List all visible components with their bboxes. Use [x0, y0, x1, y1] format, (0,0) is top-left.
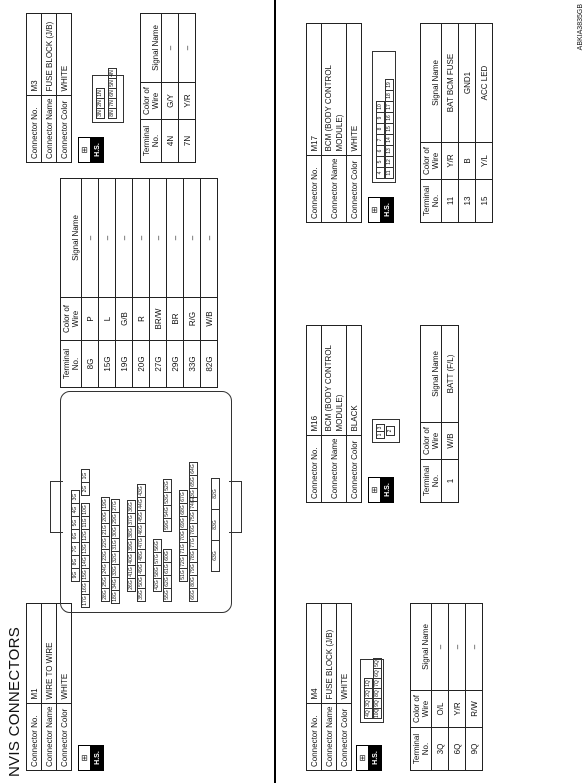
connector-pin: 71G — [179, 542, 188, 556]
table-row — [179, 14, 196, 163]
connector-pin: 18G — [111, 590, 120, 604]
connector-pin: 79G — [189, 562, 198, 576]
terminal-no: 4N — [162, 120, 179, 163]
connector-pin: 47G — [137, 536, 146, 550]
connector-pin: 10Q — [374, 708, 380, 718]
connector-pin: 8Q — [373, 688, 382, 699]
signal-name: GND1 — [459, 24, 476, 143]
table-row — [476, 24, 493, 223]
table-row — [82, 179, 99, 388]
table-row — [99, 179, 116, 388]
connector-pin: 6N — [108, 88, 117, 99]
connector-pin: 78G — [189, 549, 198, 563]
m1-latch-bottom — [229, 481, 242, 533]
connector-pin: 54G — [163, 505, 172, 519]
connector-pin: 13 — [385, 145, 394, 157]
connector-pin: 15 — [385, 123, 394, 135]
terminal-no: 7N — [179, 120, 196, 163]
connector-pin: 3Q — [364, 698, 373, 709]
connector-pin: 14G — [81, 555, 90, 569]
wire-color: R — [133, 298, 150, 341]
connector-pin: 44G — [137, 497, 146, 511]
connector-pin: 80G — [189, 575, 198, 589]
connector-pin: 75G — [189, 510, 198, 524]
connector-pin: 2Q — [364, 688, 373, 699]
connector-pin: 50G — [137, 575, 146, 589]
connector-pin: 15G — [81, 568, 90, 582]
connector-pin: 73G — [189, 488, 198, 502]
connector-pin: 58G — [153, 565, 162, 579]
hs-icon: ⊞ H.S. — [356, 745, 382, 771]
wire-color: G/Y — [162, 83, 179, 120]
m16-terminal-table: Terminal No. Color of Wire Signal Name 1 W/B BATT (F/L) — [420, 325, 459, 503]
connector-pin: 1 — [376, 431, 385, 439]
connector-pin: 48G — [137, 549, 146, 563]
connector-pin: 13G — [81, 542, 90, 556]
m1-terminal-table: Terminal No. Color of Wire Signal Name 8G P – 15G L – 19G G/B – 20G R – 27G BR/W – 29G BR – 33G R/G – 82G W/B – — [60, 178, 218, 388]
table-row — [449, 604, 466, 771]
section-divider — [274, 0, 276, 783]
signal-name: – — [201, 179, 218, 298]
connector-pin: 61G — [163, 562, 172, 576]
terminal-no: 27G — [150, 341, 167, 388]
connector-pin: 30G — [111, 525, 120, 539]
connector-pin: 26G — [127, 578, 136, 592]
connector-pin: 12 — [385, 156, 394, 168]
connector-pin: 1G — [81, 469, 90, 483]
connector-pin: 4 — [376, 167, 385, 179]
connector-pin: 9 — [376, 112, 385, 124]
connector-pin: 23G — [101, 549, 110, 563]
connector-pin: 52G — [163, 479, 172, 493]
connector-pin: 7G — [71, 542, 80, 556]
connector-pin: 64G — [189, 462, 198, 476]
connector-pin: 62G — [163, 575, 172, 589]
connector-pin: 42G — [153, 578, 162, 592]
connector-pin: 49G — [137, 562, 146, 576]
table-row — [150, 179, 167, 388]
connector-pin: 8G — [71, 555, 80, 569]
connector-pin: 4G — [71, 503, 80, 517]
connector-pin: 17G — [81, 594, 90, 608]
connector-pin: 37G — [127, 513, 136, 527]
connector-pin: 19G — [101, 497, 110, 511]
wire-color: Y/R — [442, 143, 459, 180]
signal-name: BATT (F/L) — [442, 326, 459, 423]
connector-pin: 5Q — [373, 658, 382, 669]
table-row — [442, 24, 459, 223]
connector-pin: 16 — [385, 112, 394, 124]
signal-name: ACC LED — [476, 24, 493, 143]
connector-pin: 83G — [211, 509, 220, 541]
connector-pin: 6 — [376, 145, 385, 157]
wire-color: L — [99, 298, 116, 341]
connector-pin: 1Q — [364, 678, 373, 689]
connector-pin: 66G — [189, 588, 198, 602]
table-row — [116, 179, 133, 388]
connector-pin: 76G — [189, 523, 198, 537]
m4-info-table: Connector No. M4 Connector Name FUSE BLOCK (J/B) Connector Color WHITE — [306, 603, 352, 771]
table-row — [133, 179, 150, 388]
connector-pin: 8 — [376, 123, 385, 135]
hs-icon: ⊞ H.S. — [368, 197, 394, 223]
terminal-no: 33G — [184, 341, 201, 388]
connector-pin: 2G — [81, 482, 90, 496]
connector-pin: 28G — [101, 588, 110, 602]
connector-pin: 46G — [137, 523, 146, 537]
m3-info-table: Connector No. M3 Connector Name FUSE BLOCK (J/B) Connector Color WHITE — [26, 13, 72, 163]
wire-color: Y/R — [179, 83, 196, 120]
m16-connector-diagram — [372, 419, 400, 443]
connector-pin: 33G — [111, 564, 120, 578]
signal-name: – — [99, 179, 116, 298]
connector-pin: 7N — [108, 98, 117, 109]
wire-color: BR — [167, 298, 184, 341]
connector-pin: 5 — [376, 156, 385, 168]
terminal-no: 20G — [133, 341, 150, 388]
connector-pin: 34G — [111, 577, 120, 591]
connector-pin: 63G — [211, 540, 220, 572]
signal-name: – — [116, 179, 133, 298]
connector-pin: 53G — [163, 492, 172, 506]
connector-pin: 9G — [71, 568, 80, 582]
connector-pin: 2 — [386, 426, 395, 436]
table-row — [432, 604, 449, 771]
connector-pin: 8N — [108, 108, 117, 119]
connector-pin: 69G — [179, 516, 188, 530]
connector-pin: 51G — [179, 568, 188, 582]
signal-name: – — [133, 179, 150, 298]
connector-pin: 5N — [108, 78, 117, 89]
m3-terminal-table: Terminal No. Color of Wire Signal Name 4N G/Y – 7N Y/R – — [140, 13, 196, 163]
terminal-no: 15 — [476, 180, 493, 223]
connector-pin: 20G — [101, 510, 110, 524]
connector-pin: 10G — [81, 503, 90, 517]
table-row — [167, 179, 184, 388]
connector-pin: 67G — [179, 490, 188, 504]
connector-pin: 3G — [71, 490, 80, 504]
signal-name: – — [179, 14, 196, 83]
terminal-no: 1 — [442, 460, 459, 503]
hs-icon: ⊞ H.S. — [368, 477, 394, 503]
connector-pin: 82G — [211, 478, 220, 510]
connector-pin: 6Q — [373, 668, 382, 679]
signal-name: – — [82, 179, 99, 298]
connector-pin: 59G — [163, 518, 172, 532]
m17-connector-diagram — [372, 51, 396, 183]
wire-color: P — [82, 298, 99, 341]
connector-pin: 5G — [71, 516, 80, 530]
signal-name: – — [150, 179, 167, 298]
wire-color: Y/R — [449, 691, 466, 728]
connector-pin: 68G — [179, 503, 188, 517]
m17-terminal-table: Terminal No. Color of Wire Signal Name 11 Y/R BAT BCM FUSE 13 B GND1 15 Y/L ACC LED — [420, 23, 493, 223]
connector-pin: 41G — [127, 565, 136, 579]
terminal-no: 3Q — [432, 728, 449, 771]
hs-icon: ⊞ H.S. — [78, 137, 104, 163]
connector-pin: 40G — [127, 552, 136, 566]
wire-color: Y/L — [476, 143, 493, 180]
connector-pin: 7 — [376, 134, 385, 146]
wire-color: O/L — [432, 691, 449, 728]
connector-pin: 36G — [127, 500, 136, 514]
terminal-no: 8G — [82, 341, 99, 388]
connector-pin: 1N — [96, 88, 105, 99]
signal-name: – — [167, 179, 184, 298]
connector-pin: 16G — [81, 581, 90, 595]
connector-pin: 18 — [385, 90, 394, 102]
terminal-no: 82G — [201, 341, 218, 388]
terminal-no: 29G — [167, 341, 184, 388]
hs-icon: ⊞ H.S. — [78, 745, 104, 771]
connector-pin: 60G — [163, 549, 172, 563]
connector-pin: 6G — [71, 529, 80, 543]
connector-pin: 31G — [111, 538, 120, 552]
connector-pin: 11G — [81, 516, 90, 530]
terminal-no: 15G — [99, 341, 116, 388]
table-row — [184, 179, 201, 388]
signal-name: BAT BCM FUSE — [442, 24, 459, 143]
connector-pin: 35G — [137, 588, 146, 602]
connector-pin: 45G — [137, 510, 146, 524]
connector-pin: 12G — [81, 529, 90, 543]
terminal-no: 13 — [459, 180, 476, 223]
page-title: NVIS CONNECTORS — [6, 626, 23, 777]
table-row — [162, 14, 179, 163]
wire-color: R/G — [184, 298, 201, 341]
m17-info-table: Connector No. M17 Connector Name BCM (BODY CONTROL MODULE) Connector Color WHITE — [306, 23, 362, 223]
m16-info-table: Connector No. M16 Connector Name BCM (BODY CONTROL MODULE) Connector Color BLACK — [306, 325, 362, 503]
connector-pin: 32G — [111, 551, 120, 565]
terminal-no: 6Q — [449, 728, 466, 771]
connector-pin: 77G — [189, 536, 198, 550]
connector-pin: 74G — [189, 497, 198, 511]
m1-latch — [50, 481, 63, 533]
connector-pin: 72G — [179, 555, 188, 569]
wire-color: BR/W — [150, 298, 167, 341]
m4-connector-diagram — [360, 659, 384, 723]
connector-pin: 21G — [101, 523, 110, 537]
connector-pin: 56G — [153, 539, 162, 553]
m1-connector-diagram — [60, 391, 232, 613]
table-row — [459, 24, 476, 223]
connector-pin: 3 — [376, 424, 385, 432]
connector-pin: 25G — [101, 575, 110, 589]
connector-pin: 3N — [96, 108, 105, 119]
m4-terminal-table: Terminal No. Color of Wire Signal Name 3Q O/L – 6Q Y/R – 9Q R/W – — [410, 603, 483, 771]
connector-pin: 9Q — [373, 698, 382, 709]
terminal-no: 9Q — [466, 728, 483, 771]
connector-pin: 4Q — [364, 708, 373, 719]
wire-color: R/W — [466, 691, 483, 728]
signal-name: – — [466, 604, 483, 691]
connector-pin: 39G — [127, 539, 136, 553]
connector-pin: 17 — [385, 101, 394, 113]
connector-pin: 43G — [137, 484, 146, 498]
connector-pin: 55G — [163, 588, 172, 602]
table-row — [466, 604, 483, 771]
connector-pin: 19 — [385, 79, 394, 91]
connector-pin: 22G — [101, 536, 110, 550]
connector-pin: 10 — [376, 101, 385, 113]
connector-pin: 38G — [127, 526, 136, 540]
signal-name: – — [449, 604, 466, 691]
figure-id: ABKIA3835GB — [577, 4, 584, 51]
connector-pin: 4N — [108, 68, 117, 79]
signal-name: – — [432, 604, 449, 691]
wire-color: W/B — [442, 423, 459, 460]
m3-connector-diagram — [92, 70, 124, 123]
signal-name: – — [162, 14, 179, 83]
connector-pin: 57G — [153, 552, 162, 566]
table-row — [442, 326, 459, 503]
connector-pin: 11 — [385, 167, 394, 179]
connector-pin: 7Q — [373, 678, 382, 689]
connector-pin: 14 — [385, 134, 394, 146]
connector-pin: 29G — [111, 512, 120, 526]
signal-name: – — [184, 179, 201, 298]
terminal-no: 11 — [442, 180, 459, 223]
connector-pin: 27G — [111, 499, 120, 513]
m1-info-table: Connector No. M1 Connector Name WIRE TO WIRE Connector Color WHITE — [26, 603, 72, 771]
connector-pin: 24G — [101, 562, 110, 576]
wire-color: B — [459, 143, 476, 180]
connector-pin: 65G — [189, 475, 198, 489]
terminal-no: 19G — [116, 341, 133, 388]
connector-pin: 70G — [179, 529, 188, 543]
wire-color: G/B — [116, 298, 133, 341]
connector-pin: 2N — [96, 98, 105, 109]
wire-color: W/B — [201, 298, 218, 341]
table-row — [201, 179, 218, 388]
